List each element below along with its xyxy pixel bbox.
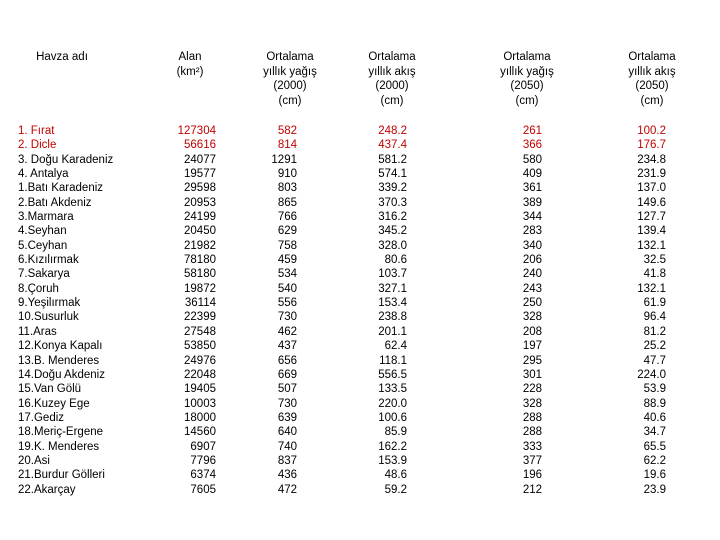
rain-2050-value: 250 <box>522 297 542 310</box>
rain-2000-value: 462 <box>277 325 297 338</box>
rain-2050-value: 288 <box>522 411 542 424</box>
rain-2050-value: 196 <box>522 469 542 482</box>
rain-2050-value: 366 <box>522 139 542 152</box>
rain-2050-value: 212 <box>522 483 542 496</box>
basin-name: 4. Antalya <box>18 168 69 181</box>
area-value: 6907 <box>190 440 216 453</box>
rain-2050-value: 328 <box>522 311 542 324</box>
flow-2050-value: 23.9 <box>643 483 666 496</box>
basin-name: 15.Van Gölü <box>18 383 82 396</box>
flow-2000-value: 248.2 <box>378 125 407 137</box>
flow-2050-value: 100.2 <box>637 125 666 137</box>
rain-2050-value: 377 <box>522 454 542 467</box>
flow-2000-value: 85.9 <box>384 426 407 439</box>
area-value: 7796 <box>190 454 216 467</box>
flow-2050-value: 25.2 <box>643 340 666 353</box>
flow-2000-value: 80.6 <box>384 254 407 267</box>
rain-2000-value: 472 <box>277 483 297 496</box>
flow-2000-value: 201.1 <box>378 325 407 338</box>
basin-name: 21.Burdur Gölleri <box>18 469 105 482</box>
basin-name: 6.Kızılırmak <box>18 254 79 267</box>
rain-2000-value: 437 <box>277 340 297 353</box>
area-value: 19405 <box>184 383 216 396</box>
basin-name: 4.Seyhan <box>18 225 67 238</box>
rain-2000-value: 540 <box>277 282 297 295</box>
area-value: 53850 <box>184 340 216 353</box>
rain-2050-value: 580 <box>522 153 542 166</box>
area-value: 27548 <box>184 325 216 338</box>
flow-2000-value: 437.4 <box>378 139 407 152</box>
basin-name: 7.Sakarya <box>18 268 70 281</box>
header-flow-2050: Ortalama yıllık akış (2050) (cm) <box>628 51 676 107</box>
flow-2050-value: 224.0 <box>637 368 666 381</box>
basin-name: 1. Fırat <box>18 125 55 137</box>
flow-2000-value: 59.2 <box>384 483 407 496</box>
rain-2050-value: 228 <box>522 383 542 396</box>
area-value: 19872 <box>184 282 216 295</box>
flow-2050-value: 81.2 <box>643 325 666 338</box>
area-value: 127304 <box>177 125 216 137</box>
basin-name: 5.Ceyhan <box>18 239 68 252</box>
flow-2050-value: 132.1 <box>637 282 666 295</box>
flow-2050-value: 149.6 <box>637 196 666 209</box>
flow-2050-value: 41.8 <box>643 268 666 281</box>
rain-2000-value: 740 <box>277 440 297 453</box>
flow-2000-value: 238.8 <box>378 311 407 324</box>
area-value: 10003 <box>184 397 216 410</box>
basin-name: 16.Kuzey Ege <box>18 397 90 410</box>
area-value: 18000 <box>184 411 216 424</box>
basin-name: 18.Meriç-Ergene <box>18 426 104 439</box>
rain-2000-value: 507 <box>277 383 297 396</box>
flow-2050-value: 176.7 <box>637 139 666 152</box>
flow-2050-value: 234.8 <box>637 153 666 166</box>
flow-2000-value: 345.2 <box>378 225 407 238</box>
rain-2050-value: 301 <box>522 368 542 381</box>
header-area: Alan (km²) <box>176 51 204 78</box>
flow-2050-value: 53.9 <box>643 383 666 396</box>
flow-2050-value: 61.9 <box>643 297 666 310</box>
basin-name: 12.Konya Kapalı <box>18 340 103 353</box>
area-value: 24077 <box>184 153 216 166</box>
basin-name: 3. Doğu Karadeniz <box>18 153 114 166</box>
rain-2000-value: 640 <box>277 426 297 439</box>
flow-2050-value: 34.7 <box>643 426 666 439</box>
flow-2050-value: 32.5 <box>643 254 666 267</box>
flow-2050-value: 96.4 <box>643 311 666 324</box>
basin-name: 2. Dicle <box>18 139 57 152</box>
basin-name: 14.Doğu Akdeniz <box>18 368 105 381</box>
basin-name: 11.Aras <box>18 325 57 338</box>
flow-2000-value: 370.3 <box>378 196 407 209</box>
flow-2000-value: 153.9 <box>378 454 407 467</box>
flow-2050-value: 88.9 <box>643 397 666 410</box>
rain-2050-value: 197 <box>522 340 542 353</box>
rain-2000-value: 534 <box>277 268 297 281</box>
flow-2000-value: 556.5 <box>378 368 407 381</box>
area-value: 58180 <box>184 268 216 281</box>
area-value: 78180 <box>184 254 216 267</box>
flow-2000-value: 316.2 <box>378 211 407 224</box>
rain-2050-value: 295 <box>522 354 542 367</box>
rain-2050-value: 333 <box>522 440 542 453</box>
rain-2000-value: 814 <box>277 139 297 152</box>
area-value: 24199 <box>184 211 216 224</box>
rain-2000-value: 758 <box>277 239 297 252</box>
rain-2000-value: 582 <box>277 125 297 137</box>
flow-2000-value: 581.2 <box>378 153 407 166</box>
rain-2000-value: 656 <box>277 354 297 367</box>
flow-2000-value: 153.4 <box>378 297 407 310</box>
flow-2050-value: 231.9 <box>637 168 666 181</box>
flow-2000-value: 62.4 <box>384 340 407 353</box>
rain-2050-value: 206 <box>522 254 542 267</box>
flow-2000-value: 133.5 <box>378 383 407 396</box>
rain-2050-value: 344 <box>522 211 542 224</box>
rain-2000-value: 803 <box>277 182 297 195</box>
rain-2000-value: 910 <box>277 168 297 181</box>
flow-2050-value: 65.5 <box>643 440 666 453</box>
flow-2000-value: 220.0 <box>378 397 407 410</box>
rain-2050-value: 361 <box>522 182 542 195</box>
rain-2000-value: 730 <box>277 397 297 410</box>
rain-2000-value: 730 <box>277 311 297 324</box>
area-value: 29598 <box>184 182 216 195</box>
rain-2050-value: 283 <box>522 225 542 238</box>
flow-2050-value: 127.7 <box>637 211 666 224</box>
flow-2050-value: 19.6 <box>643 469 666 482</box>
rain-2050-value: 208 <box>522 325 542 338</box>
rain-2050-value: 328 <box>522 397 542 410</box>
basin-name: 3.Marmara <box>18 211 74 224</box>
basin-name: 1.Batı Karadeniz <box>18 182 104 195</box>
flow-2000-value: 118.1 <box>379 354 407 367</box>
flow-2000-value: 327.1 <box>378 282 407 295</box>
flow-2000-value: 328.0 <box>378 239 407 252</box>
basin-name: 22.Akarçay <box>18 483 76 496</box>
basin-name: 20.Asi <box>18 454 50 467</box>
flow-2000-value: 574.1 <box>378 168 407 181</box>
area-value: 21982 <box>184 239 216 252</box>
rain-2000-value: 1291 <box>271 153 297 166</box>
basin-name: 8.Çoruh <box>18 282 59 295</box>
flow-2050-value: 47.7 <box>643 354 666 367</box>
header-flow-2000: Ortalama yıllık akış (2000) (cm) <box>368 51 416 107</box>
area-value: 20953 <box>184 196 216 209</box>
rain-2000-value: 556 <box>277 297 297 310</box>
rain-2000-value: 459 <box>277 254 297 267</box>
flow-2050-value: 137.0 <box>637 182 666 195</box>
rain-2000-value: 669 <box>277 368 297 381</box>
basin-name: 10.Susurluk <box>18 311 79 324</box>
rain-2050-value: 243 <box>522 282 542 295</box>
flow-2000-value: 48.6 <box>384 469 407 482</box>
rain-2000-value: 629 <box>277 225 297 238</box>
flow-2000-value: 339.2 <box>378 182 407 195</box>
area-value: 22048 <box>184 368 216 381</box>
area-value: 7605 <box>190 483 216 496</box>
rain-2050-value: 261 <box>522 125 542 137</box>
area-value: 6374 <box>190 469 216 482</box>
rain-2050-value: 409 <box>522 168 542 181</box>
area-value: 22399 <box>184 311 216 324</box>
basin-name: 9.Yeşilırmak <box>18 297 81 310</box>
rain-2000-value: 766 <box>277 211 297 224</box>
area-value: 19577 <box>184 168 216 181</box>
area-value: 56616 <box>184 139 216 152</box>
flow-2000-value: 162.2 <box>378 440 407 453</box>
area-value: 24976 <box>184 354 216 367</box>
flow-2050-value: 40.6 <box>643 411 666 424</box>
flow-2000-value: 103.7 <box>378 268 407 281</box>
header-basin-name: Havza adı <box>36 51 88 63</box>
basin-name: 2.Batı Akdeniz <box>18 196 92 209</box>
flow-2050-value: 132.1 <box>637 239 666 252</box>
header-rain-2000: Ortalama yıllık yağış (2000) (cm) <box>263 51 317 107</box>
area-value: 20450 <box>184 225 216 238</box>
rain-2050-value: 389 <box>522 196 542 209</box>
header-rain-2050: Ortalama yıllık yağış (2050) (cm) <box>500 51 554 107</box>
rain-2000-value: 639 <box>277 411 297 424</box>
rain-2050-value: 288 <box>522 426 542 439</box>
rain-2000-value: 865 <box>277 196 297 209</box>
rain-2000-value: 436 <box>277 469 297 482</box>
rain-2050-value: 340 <box>522 239 542 252</box>
basin-name: 17.Gediz <box>18 411 65 424</box>
basin-name: 13.B. Menderes <box>18 354 100 367</box>
area-value: 36114 <box>184 297 216 310</box>
rain-2050-value: 240 <box>522 268 542 281</box>
flow-2050-value: 139.4 <box>637 225 666 238</box>
basin-name: 19.K. Menderes <box>18 440 100 453</box>
area-value: 14560 <box>184 426 216 439</box>
flow-2050-value: 62.2 <box>643 454 666 467</box>
rain-2000-value: 837 <box>277 454 297 467</box>
flow-2000-value: 100.6 <box>378 411 407 424</box>
